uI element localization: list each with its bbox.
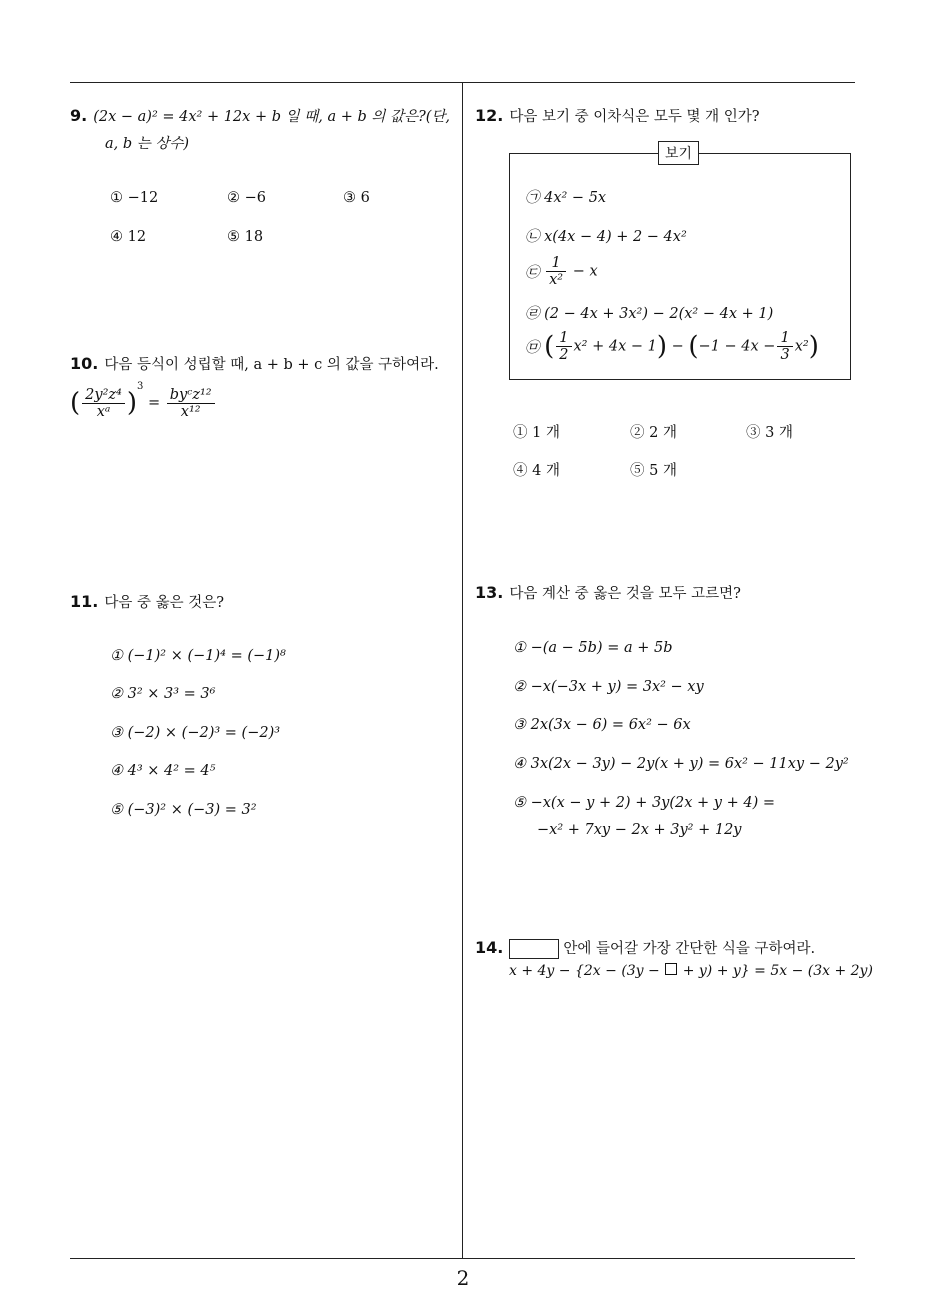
question-text: (2x − a)² = 4x² + 12x + b 일 때, a + b 의 값은?(단, <box>93 109 451 125</box>
question-text: 다음 계산 중 옳은 것을 모두 고르면? <box>509 586 741 602</box>
choice-5[interactable]: ⑤ 18 <box>227 229 264 245</box>
equation: ( $\frac{\text{2y²z⁴}}{\text{xᵃ}}$ )$^3$ = $\frac{\text{byᶜz¹²}}{\text{x¹²}}$ <box>70 381 455 420</box>
bogi-item-c <box>525 255 598 288</box>
choice-1[interactable]: ① (−1)² × (−1)⁴ = (−1)⁸ <box>110 648 286 664</box>
question-text: 다음 등식이 성립할 때, a + b + c 의 값을 구하여라. <box>104 357 439 373</box>
question-number: 10. <box>70 354 99 373</box>
bogi-item-a: ㉠ 4x² − 5x <box>525 190 607 206</box>
bogi-title: 보기 <box>658 141 699 165</box>
choice-3[interactable]: ③ (−2) × (−2)³ = (−2)³ <box>110 725 281 741</box>
choice-3[interactable]: ③ 6 <box>343 190 370 206</box>
choice-4[interactable]: ④ 3x(2x − 3y) − 2y(x + y) = 6x² − 11xy − 2y² <box>513 756 849 772</box>
choice-4[interactable]: ④ 4³ × 4² = 4⁵ <box>110 763 216 779</box>
choice-3[interactable]: ③ 3 개 <box>746 425 793 441</box>
choice-5-cont: −x² + 7xy − 2x + 3y² + 12y <box>537 822 742 838</box>
bogi-mark-e: ㉤ <box>525 340 540 356</box>
question-number: 14. <box>475 938 504 957</box>
bogi-e-frac1-num: 1 <box>556 330 571 347</box>
column-divider <box>462 82 463 1258</box>
question-10 <box>70 350 455 420</box>
page-number: 2 <box>456 1266 470 1290</box>
question-text: 다음 보기 중 이차식은 모두 몇 개 인가? <box>509 109 760 125</box>
choice-2[interactable]: ② 3² × 3³ = 3⁶ <box>110 686 216 702</box>
bogi-item-d: ㉣ (2 − 4x + 3x²) − 2(x² − 4x + 1) <box>525 306 774 322</box>
question-11 <box>70 588 455 617</box>
bogi-e-mid: − <box>671 338 689 355</box>
question-text: 안에 들어갈 가장 간단한 식을 구하여라. <box>563 941 816 957</box>
choice-5[interactable]: ⑤ 5 개 <box>630 463 677 479</box>
choice-5[interactable]: ⑤ −x(x − y + 2) + 3y(2x + y + 4) = <box>513 795 775 811</box>
bogi-e-frac2-num: 1 <box>777 330 792 347</box>
lhs-denominator: xᵃ <box>96 403 111 420</box>
bogi-e-frac1-den: 2 <box>559 347 569 363</box>
choice-1[interactable]: ① 1 개 <box>513 425 560 441</box>
bogi-e-part3: x² <box>794 338 809 355</box>
rhs-denominator: x¹² <box>180 403 201 420</box>
question-text-cont: a, b 는 상수) <box>105 136 190 152</box>
bogi-e-frac2-den: 3 <box>780 347 790 363</box>
equation-part1: x + 4y − {2x − (3y − <box>509 963 660 979</box>
bogi-e-part2: −1 − 4x − <box>698 338 776 355</box>
question-12 <box>475 102 855 131</box>
bogi-item-e: ㉤ ( $\frac{1}{2}$ x² + 4x − 1) − (−1 − 4x − $\frac{1}{3}$ x²) <box>525 330 819 363</box>
choice-2[interactable]: ② −6 <box>227 190 266 206</box>
choice-3[interactable]: ③ 2x(3x − 6) = 6x² − 6x <box>513 717 691 733</box>
bogi-mark-c: ㉢ <box>525 265 540 281</box>
question-number: 11. <box>70 592 99 611</box>
answer-blank-box <box>509 939 559 959</box>
lhs-exponent: 3 <box>137 381 144 392</box>
lhs-numerator: 2y²z⁴ <box>82 387 125 404</box>
choice-1[interactable]: ① −12 <box>110 190 159 206</box>
bogi-c-denominator: x² <box>549 272 564 288</box>
choice-2[interactable]: ② −x(−3x + y) = 3x² − xy <box>513 679 704 695</box>
rhs-numerator: byᶜz¹² <box>167 387 215 404</box>
bogi-c-numerator: 1 <box>546 255 566 272</box>
blank-square-icon <box>665 963 677 975</box>
choice-1[interactable]: ① −(a − 5b) = a + 5b <box>513 640 673 656</box>
question-13 <box>475 579 855 608</box>
choice-4[interactable]: ④ 4 개 <box>513 463 560 479</box>
question-text: 다음 중 옳은 것은? <box>104 595 224 611</box>
question-number: 9. <box>70 106 88 125</box>
bogi-item-b: ㉡ x(4x − 4) + 2 − 4x² <box>525 229 687 245</box>
question-number: 13. <box>475 583 504 602</box>
choice-2[interactable]: ② 2 개 <box>630 425 677 441</box>
question-9 <box>70 102 455 158</box>
choice-4[interactable]: ④ 12 <box>110 229 147 245</box>
choice-5[interactable]: ⑤ (−3)² × (−3) = 3² <box>110 802 257 818</box>
equation-part2: + y) + y} = 5x − (3x + 2y) <box>682 963 873 979</box>
question-14 <box>475 934 873 979</box>
bogi-e-part1: x² + 4x − 1 <box>573 338 657 355</box>
bottom-rule <box>70 1258 855 1259</box>
question-number: 12. <box>475 106 504 125</box>
equation <box>475 963 873 979</box>
bogi-c-rest: − x <box>572 263 598 280</box>
